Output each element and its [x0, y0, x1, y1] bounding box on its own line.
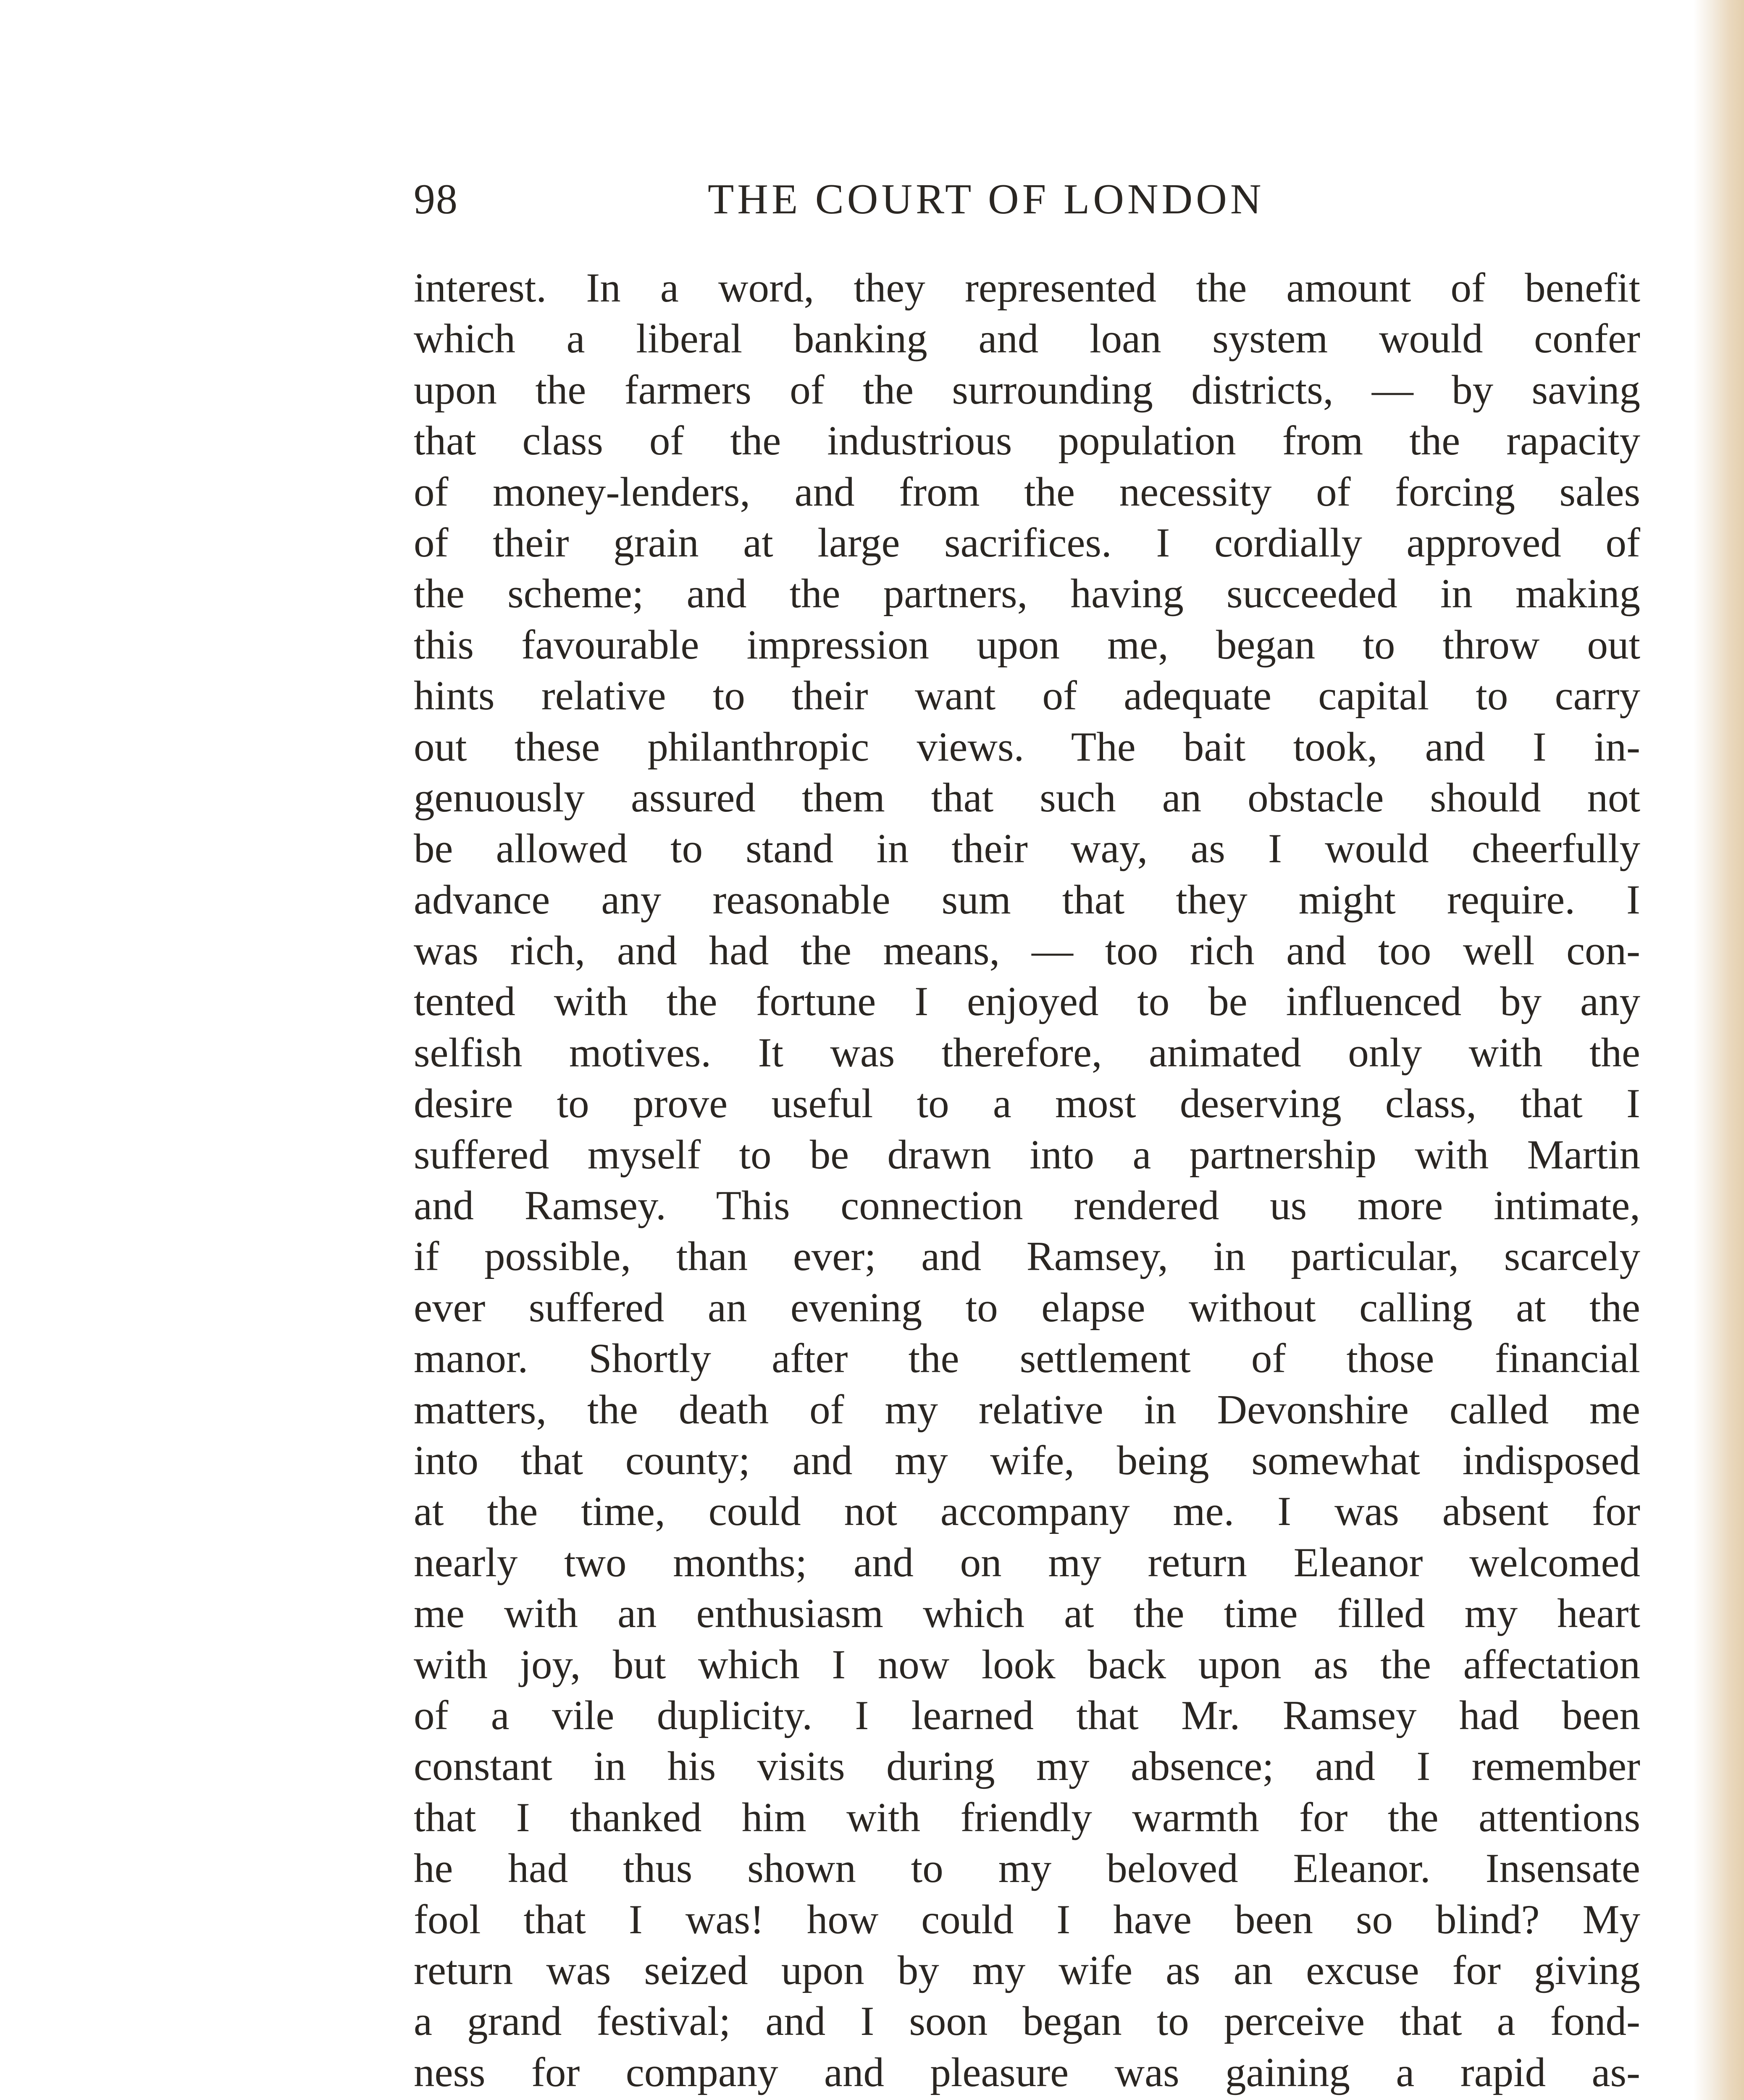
text-line: return was seized upon by my wife as an excuse for giving [414, 1947, 1640, 1993]
text-line: into that county; and my wife, being somewhat indisposed [414, 1437, 1640, 1483]
text-line: a grand festival; and I soon began to perceive that a fond- [414, 1998, 1640, 2045]
text-line: desire to prove useful to a most deserving class, that I [414, 1081, 1640, 1127]
text-line: be allowed to stand in their way, as I would cheerfully [414, 826, 1640, 872]
text-line: out these philanthropic views. The bait took, and I in- [414, 724, 1640, 770]
text-line: constant in his visits during my absence; and I remember [414, 1743, 1640, 1790]
text-line: of a vile duplicity. I learned that Mr. Ramsey had been [414, 1692, 1640, 1738]
text-line: that I thanked him with friendly warmth for the attentions [414, 1794, 1640, 1840]
text-line: upon the farmers of the surrounding districts, — by saving [414, 367, 1640, 413]
text-line: this favourable impression upon me, began to throw out [414, 622, 1640, 668]
text-line: me with an enthusiasm which at the time filled my heart [414, 1591, 1640, 1637]
text-line: manor. Shortly after the settlement of those financial [414, 1336, 1640, 1382]
text-line: genuously assured them that such an obstacle should not [414, 774, 1640, 821]
text-line: of their grain at large sacrifices. I cordially approved of [414, 520, 1640, 566]
text-line: hints relative to their want of adequate capital to carry [414, 673, 1640, 719]
page-number: 98 [414, 176, 458, 223]
text-line: advance any reasonable sum that they might require. I [414, 877, 1640, 923]
text-line: was rich, and had the means, — too rich and too well con- [414, 928, 1640, 974]
text-line: nearly two months; and on my return Eleanor welcomed [414, 1539, 1640, 1586]
text-line: tented with the fortune I enjoyed to be influenced by any [414, 979, 1640, 1025]
text-line: he had thus shown to my beloved Eleanor. Insensate [414, 1845, 1640, 1892]
text-line: of money-lenders, and from the necessity of forcing sales [414, 469, 1640, 515]
running-head [414, 166, 1355, 233]
page-edge-shading [1694, 0, 1744, 2100]
text-line: which a liberal banking and loan system would confer [414, 316, 1640, 362]
body-text [414, 262, 1640, 2100]
text-line: with joy, but which I now look back upon as the affectation [414, 1641, 1640, 1688]
running-title: THE COURT OF LONDON [708, 176, 1265, 223]
text-line: matters, the death of my relative in Devonshire called me [414, 1386, 1640, 1433]
text-line: suffered myself to be drawn into a partnership with Martin [414, 1131, 1640, 1178]
text-line: ever suffered an evening to elapse without calling at the [414, 1284, 1640, 1331]
text-line: fool that I was! how could I have been so blind? My [414, 1896, 1640, 1942]
text-line: at the time, could not accompany me. I was absent for [414, 1488, 1640, 1535]
text-line: interest. In a word, they represented the amount of benefit [414, 265, 1640, 311]
text-line: ness for company and pleasure was gaining a rapid as- [414, 2049, 1640, 2095]
text-line: that class of the industrious population from the rapacity [414, 418, 1640, 464]
text-line: if possible, than ever; and Ramsey, in particular, scarcely [414, 1234, 1640, 1280]
text-line: selfish motives. It was therefore, animated only with the [414, 1029, 1640, 1076]
text-line [414, 2098, 1640, 2100]
text-line: and Ramsey. This connection rendered us more intimate, [414, 1183, 1640, 1229]
text-line: the scheme; and the partners, having succeeded in making [414, 571, 1640, 617]
